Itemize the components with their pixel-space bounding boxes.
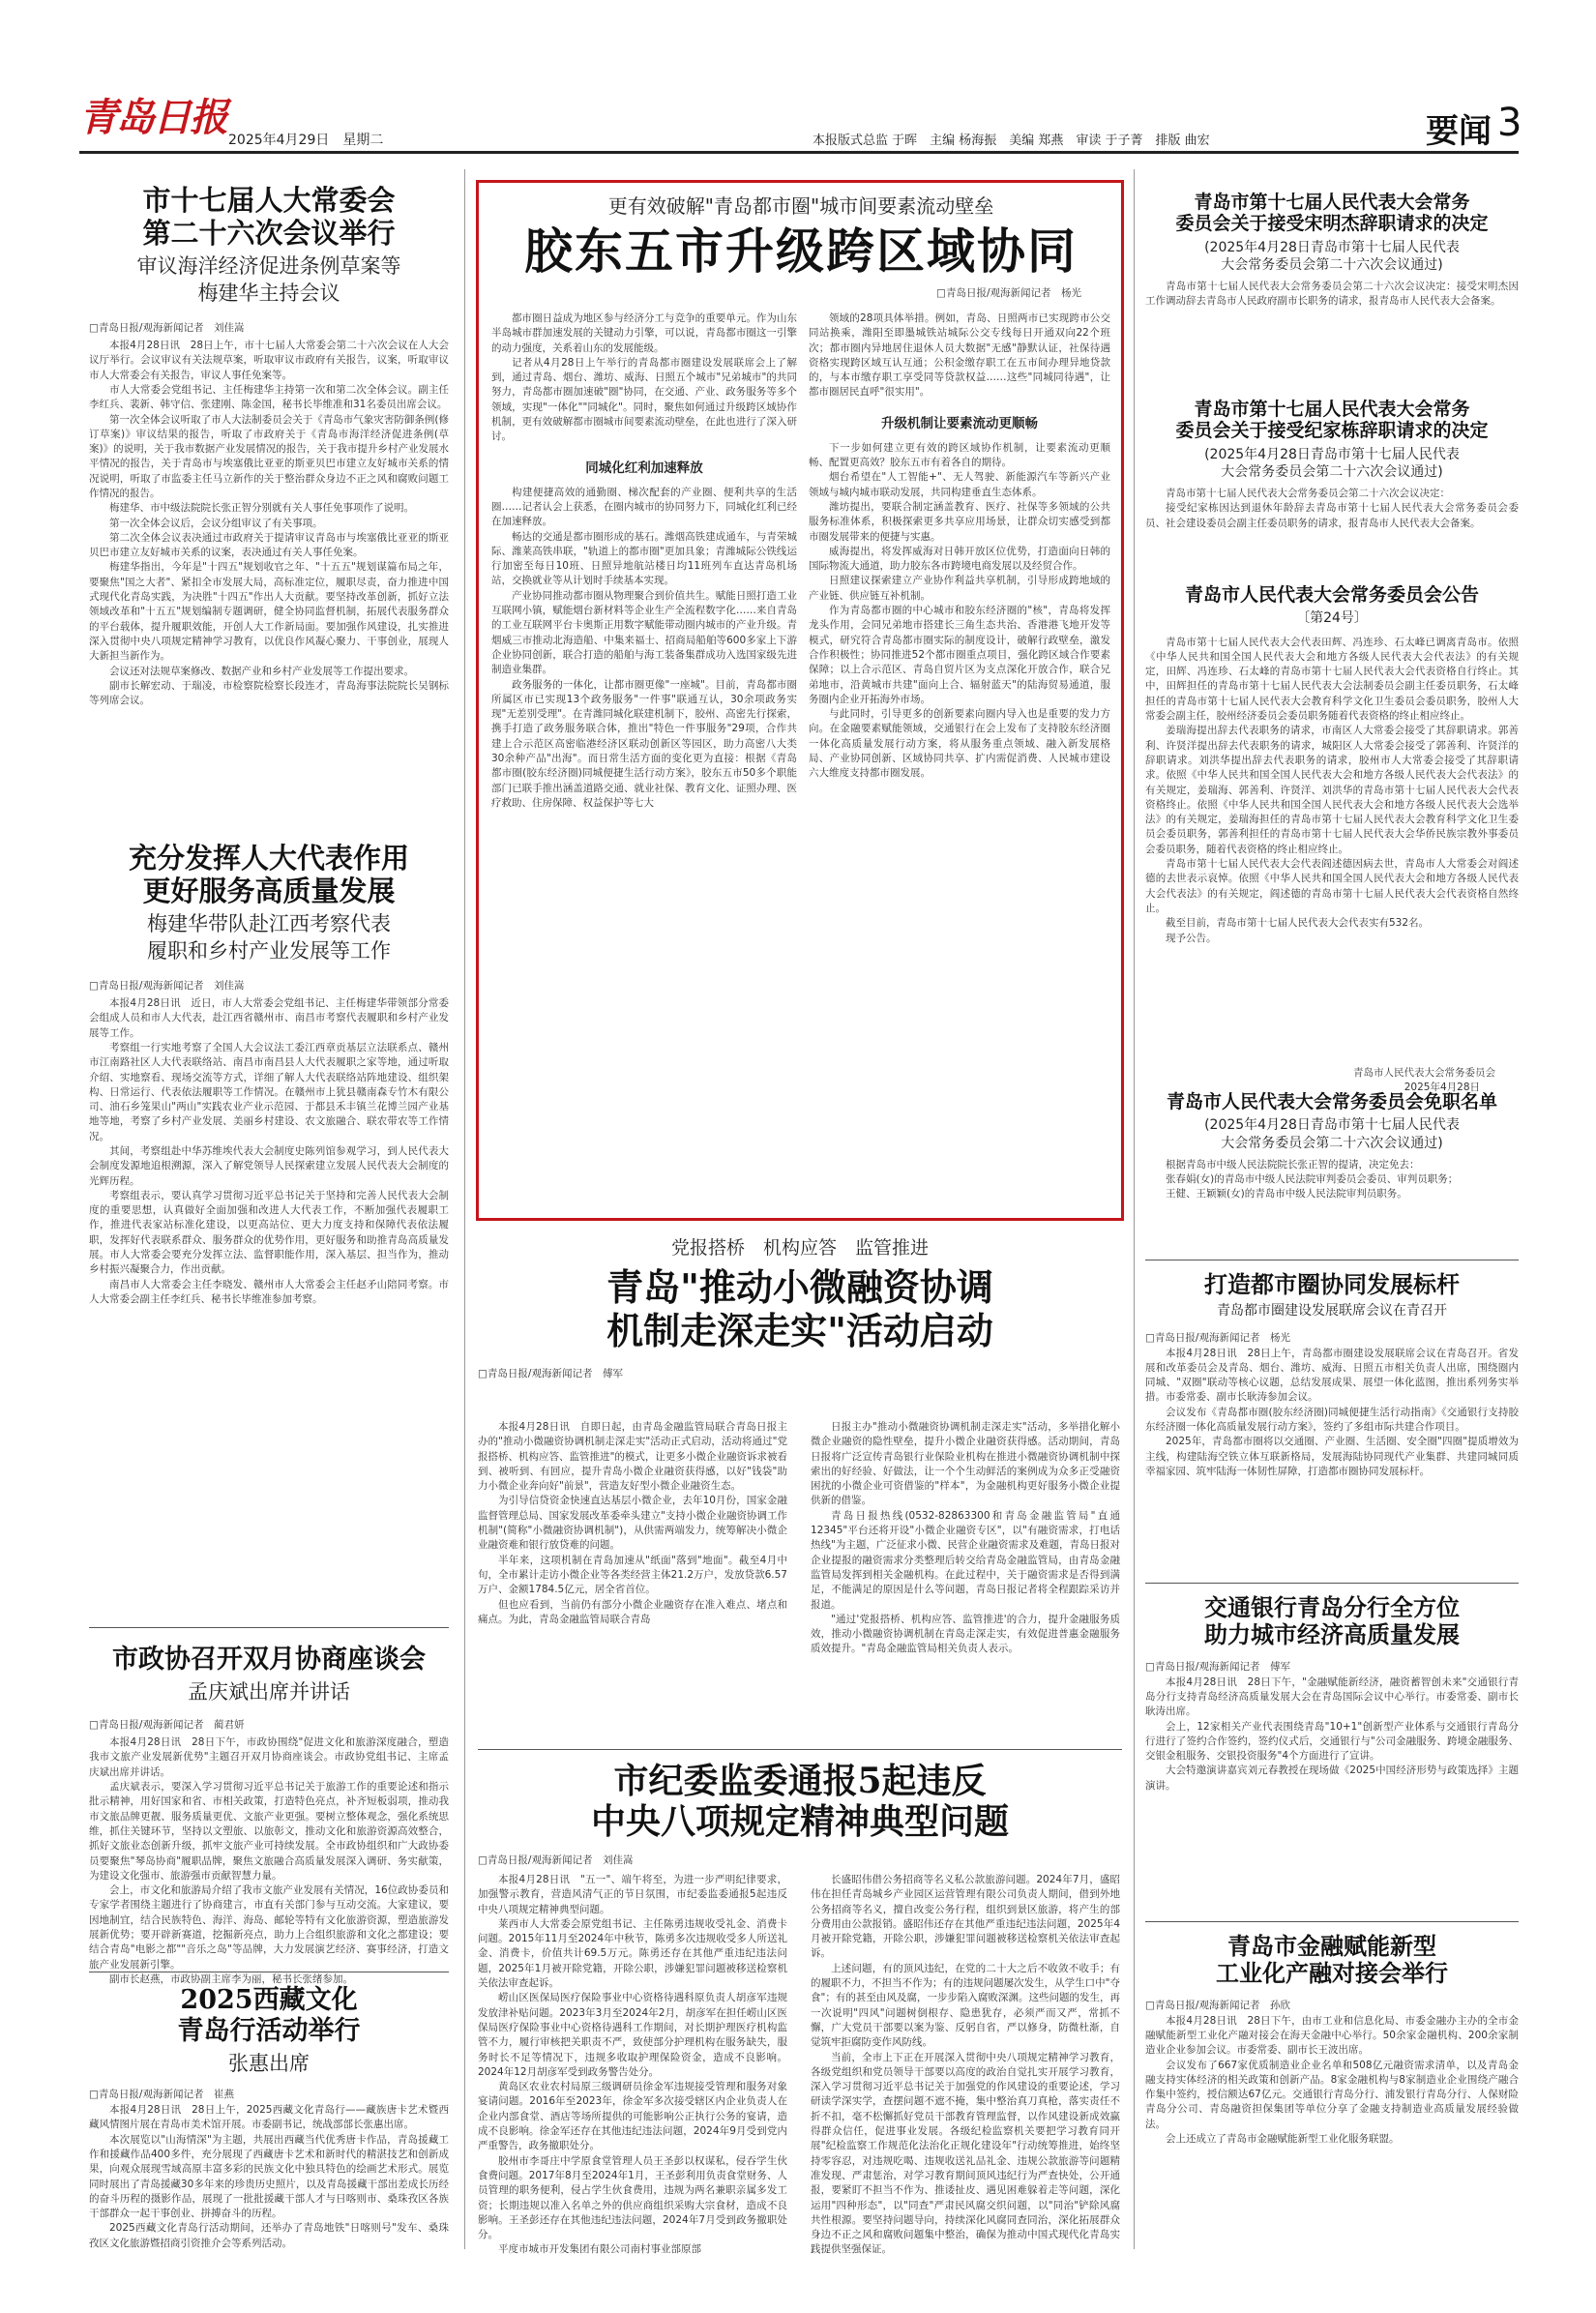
paragraph: 日报主办"推动小微融资协调机制走深走实"活动，多举措化解小微企业融资的隐性壁垒，提升小微企业融资获得感。活动期间，青岛日报将广泛宣传青岛银行业保险业机构在推进小微融资协调机制中探索出的好经验、好做法，让一个个生动鲜活的案例成为众多正受融资困扰的小微企业可资借鉴的"样本"，为金融机构更好服务小微企业提供新的借鉴。 bbox=[811, 1421, 1120, 1507]
paragraph: 副市长解宏动、于瑞凌，市检察院检察长段连才，青岛海事法院院长吴钢标等列席会议。 bbox=[89, 679, 449, 707]
article-body bbox=[1145, 1675, 1519, 1869]
lead-body bbox=[491, 486, 797, 1105]
paragraph: 本报4月28日讯 28日上午，青岛都市圈建设发展联席会议在青岛召开。省发展和改革委员会及青岛、烟台、潍坊、威海、日照五市相关负责人出席，围绕圈内同城、"双圈"联动等核心议题，总结发展成果、展望一体化蓝图，推出系列务实举措。市委常委、副市长耿涛参加会议。 bbox=[1145, 1347, 1519, 1404]
notice-subtitle: (2025年4月28日青岛市第十七届人民代表 大会常务委员会第二十六次会议通过) bbox=[1204, 446, 1460, 480]
paragraph: 本报4月28日讯 28日上午，市十七届人大常委会第二十六次会议在人大会议厅举行。会议审议有关法规草案，听取审议市政府有关报告，议案，听取审议市人大常委会有关报告，审议人事任免案等。 bbox=[89, 340, 449, 381]
paragraph: 为引导信贷资金快速直达基层小微企业，去年10月份，国家金融监督管理总局、国家发展改革委牵头建立"支持小微企业融资协调工作机制"(简称"小微融资协调机制")，从供需两端发力，统筹解决小微企业融资难和银行放贷难的问题。 bbox=[478, 1495, 787, 1552]
lead-section-heading: 同城化红利加速释放 bbox=[585, 460, 703, 476]
paragraph: 梅建华、市中级法院院长张正智分别就有关人事任免事项作了说明。 bbox=[109, 502, 414, 515]
article-byline: □青岛日报/观海新闻记者 傅军 bbox=[1145, 1660, 1290, 1673]
lead-section-heading: 升级机制让要素流动更顺畅 bbox=[881, 415, 1038, 431]
section-name: 要闻 bbox=[1426, 112, 1492, 151]
notice-title: 青岛市第十七届人民代表大会常务 委员会关于接受宋明杰辞职请求的决定 bbox=[1175, 192, 1489, 235]
paragraph: 副市长赵燕，市政协副主席李为丽，秘书长张绪参加。 bbox=[109, 1972, 353, 1985]
paragraph: 本报4月28日讯 近日，市人大常委会党组书记、主任梅建华带领部分常委会组成人员和市人大代表，赴江西省赣州市、南昌市考察代表履职和乡村产业发展等工作。 bbox=[89, 997, 449, 1039]
lead-article bbox=[491, 193, 1110, 300]
paragraph: 根据青岛市中级人民法院院长张正智的提请，决定免去： bbox=[1166, 1158, 1420, 1171]
lead-column-2 bbox=[809, 311, 1110, 1176]
paragraph: 青岛市第十七届人民代表大会常务委员会第二十六次会议决定： bbox=[1166, 488, 1450, 500]
paragraph: 接受纪家栋因达到退休年龄辞去青岛市第十七届人民代表大会常务委员会委员、社会建设委员会副主任委员职务的请求，报青岛市人民代表大会备案。 bbox=[1145, 502, 1519, 529]
paragraph: 产业协同推动都市圈从物理聚合到价值共生。赋能日照打造工业互联网小镇，赋能烟台新材料等企业生产全流程数字化……来自青岛的工业互联网平台卡奥斯正用数字赋能带动圈内城市的产业升级。青烟威三市推动北海造船、中集来福士、招商局船舶等600多家上下游企业协同创新，联合打造的船舶与海工装备集群成功入选国家级先进制造业集群。 bbox=[491, 589, 797, 676]
lead-body bbox=[809, 441, 1110, 1176]
paragraph: 本报4月28日讯 28日下午，市政协围绕"促进文化和旅游深度融合，塑造我市文旅产业发展新优势"主题召开双月协商座谈会。市政协党组书记、主席孟庆斌出席并讲话。 bbox=[89, 1736, 449, 1778]
article-body bbox=[89, 996, 449, 1577]
page-number: 3 bbox=[1497, 101, 1522, 145]
lead-body bbox=[491, 311, 797, 445]
lead-body bbox=[809, 311, 1110, 400]
paragraph: 畅达的交通是都市圈形成的基石。潍烟高铁建成通车，与青荣城际、潍莱高铁串联，"轨道上的都市圈"更加具象；青潍城际公铁线运行加密至每日10班、日照异地航站楼日均11班列车直达青岛机场站，交换就业等从计划时手续基本实现。 bbox=[491, 530, 797, 587]
notice-title: 青岛市人民代表大会常务委员会免职名单 bbox=[1166, 1091, 1497, 1112]
separator bbox=[1145, 1921, 1519, 1922]
lead-byline: □青岛日报/观海新闻记者 杨光 bbox=[936, 287, 1081, 299]
article-body bbox=[811, 1420, 1120, 1737]
lead-kicker: 更有效破解"青岛都市圈"城市间要素流动壁垒 bbox=[607, 194, 994, 218]
article-byline: □青岛日报/观海新闻记者 杨光 bbox=[1145, 1331, 1290, 1344]
paragraph: 大会特邀演讲嘉宾刘元春教授在现场做《2025中国经济形势与政策选择》主题演讲。 bbox=[1145, 1764, 1519, 1792]
article-npc-deputies bbox=[89, 842, 449, 1577]
paragraph: 上述问题，有的顶风违纪，在党的二十大之后不收敛不收手；有的履职不力，不担当不作为；有的违规问题屡次发生，从学生口中"夺食"；有的甚至由风及腐，一步步陷入腐败深渊。这些问题的发生，再一次说明"四风"问题树倒根存、隐患犹存，必须严而又严，常抓不懈，广大党员干部要以案为鉴、反躬自省，严以修身，防微杜渐，自觉筑牢拒腐防变作风防线。 bbox=[811, 1962, 1120, 2049]
article-kicker: 党报搭桥 机构应答 监管推进 bbox=[670, 1237, 929, 1259]
separator bbox=[478, 1749, 1122, 1750]
paragraph: 2025年，青岛都市圈将以交通圈、产业圈、生活圈、安全圈"四圈"提质增效为主线，构建陆海空铁立体互联新格局，发展海陆协同现代产业集群、共建同城同质幸福家园、筑牢陆海一体韧性屏障，打造都市圈协同发展标杆。 bbox=[1145, 1436, 1519, 1477]
paragraph: 张春娟(女)的青岛市中级人民法院审判委员会委员、审判员职务； bbox=[1166, 1173, 1459, 1186]
paragraph: 记者从4月28日上午举行的青岛都市圈建设发展联席会上了解到，通过青岛、烟台、潍坊、威海、日照五个城市"兄弟城市"的共同努力，青岛都市圈加速破"圈"协同，在交通、产业、政务服务等多个领域，实现"一体化""同城化"。同时，聚焦如何通过升级跨区域协作机制，更有效破解都市圈城市间要素流动壁垒，在此也进行了深入研讨。 bbox=[491, 356, 797, 443]
paragraph: 本报4月28日讯 28日下午，由市工业和信息化局、市委金融办主办的全市金融赋能新型工业化产融对接会在海天金融中心举行。50余家金融机构、200余家制造业企业参加会议。市委常委、副市长王波出席。 bbox=[1145, 2014, 1519, 2057]
paragraph: 政务服务的一体化，让都市圈更像"一座城"。目前，青岛都市圈所属区市已实现13个政务服务"一件事"联通互认，30余项政务实现"无差别受理"。在青潍同城化联建机制下，胶州、高密先行探索，携手打造了政务服务联合体，推出"特色一件事服务"29项，合作共建上合示范区高密临港经济区联动创新区等园区，助力高密八大类30余种产品"出海"。而日常生活方面的变化更为直接：根据《青岛都市圈(胶东经济圈)同城便捷生活行动方案》，胶东五市50多个职能部门已联手推出涵盖道路交通、就业社保、教育文化、证照办理、医疗救助、住房保障、权益保护等七大 bbox=[491, 678, 797, 809]
paragraph: 考察组一行实地考察了全国人大会议法工委江西章贡基层立法联系点、赣州市江南路社区人大代表联络站、南昌市南昌县人大代表履职之家等地，通过听取介绍、实地察看、现场交流等方式，详细了解人大代表联络站阵地建设、组织架构、日常运行、代表依法履职等工作情况。在赣州市上犹县赣南森专竹木有限公司、油石乡笼果山"两山"实践农业产业示范园、于都县禾丰镇兰花博兰园产业基地等地，考察了乡村产业发展、美丽乡村建设、农文旅融合、联农带农等工作情况。 bbox=[89, 1041, 449, 1142]
article-title: 市十七届人大常委会 第二十六次会议举行 bbox=[142, 184, 396, 251]
masthead-date: 2025年4月29日 星期二 bbox=[228, 133, 384, 148]
paragraph: 孟庆斌表示，要深入学习贯彻习近平总书记关于旅游工作的重要论述和指示批示精神，用好国家和省、市相关政策，打造特色亮点，补齐短板弱项，推动我市文旅品牌更靓、服务质量更优、文旅产业更强。要树立整体观念，强化系统思维，抓住关键环节，坚持以文塑旅、以旅彰文，推动文化和旅游资源高效整合，抓好文旅业态创新升级，抓牢文旅产业可持续发展。全市政协组织和广大政协委员要聚焦"琴岛协商"履职品牌，聚焦文旅融合高质量发展深入调研、务实献策，为建设文化强市、旅游强市贡献智慧力量。 bbox=[89, 1781, 449, 1882]
paragraph: 青岛市第十七届人民代表大会代表阎述德因病去世，青岛市人大常委会对阎述德的去世表示哀悼。依照《中华人民共和国全国人民代表大会和地方各级人民代表大会代表法》的有关规定，阎述德的青岛市第十七届人民代表大会代表资格自然终止。 bbox=[1145, 858, 1519, 914]
notice-body bbox=[1145, 636, 1519, 1066]
notice-body bbox=[1145, 487, 1519, 531]
article-discipline bbox=[478, 1761, 1122, 1867]
notice-subtitle: (2025年4月28日青岛市第十七届人民代表 大会常务委员会第二十六次会议通过) bbox=[1204, 239, 1460, 273]
paragraph: 考察组表示，要认真学习贯彻习近平总书记关于坚持和完善人民代表大会制度的重要思想，认真做好全面加强和改进人大代表工作，不断加强代表履职工作，推进代表家站标准化建设，以更高站位、更大力度支持和保障代表依法履职，发挥好代表联系群众、服务群众的优势作用，更好服务和助推青岛高质量发展。市人大常委会要充分发挥立法、监督职能作用，深入基层、担当作为，推动乡村振兴凝聚合力，作出贡献。 bbox=[89, 1189, 449, 1276]
article-finance-campaign bbox=[478, 1236, 1122, 1380]
article-byline: □青岛日报/观海新闻记者 蔺君妍 bbox=[89, 1719, 245, 1732]
article-subtitle: 梅建华带队赴江西考察代表 履职和乡村产业发展等工作 bbox=[147, 912, 391, 963]
article-bocom bbox=[1145, 1594, 1519, 1869]
paragraph: 烟台希望在"人工智能+"、无人驾驶、新能源汽车等新兴产业领域与城内城市联动发展，共同构建垂直生态体系。 bbox=[809, 471, 1110, 498]
paragraph: 都市圈日益成为地区参与经济分工与竞争的重要单元。作为山东半岛城市群加速发展的关键动力引擎，可以说，青岛都市圈这一引擎的动力强度，关系着山东的发展能级。 bbox=[491, 312, 797, 354]
paragraph: 会上，12家相关产业代表围绕青岛"10+1"创新型产业体系与交通银行青岛分行进行了签约合作签约，签约仪式后，交通银行与"公司金融服务、跨境金融服务、交银金租服务、交银投资服务"4个方面进行了宣讲。 bbox=[1145, 1720, 1519, 1763]
paragraph: 姜瑞海提出辞去代表职务的请求，市南区人大常委会接受了其辞职请求。郭善利、许贤洋提出辞去代表职务的请求，城阳区人大常委会接受了郭善利、许贤洋的辞职请求。刘洪华提出辞去代表职务的请求，胶州市人大常委会接受了其辞职请求。依照《中华人民共和国全国人民代表大会和地方各级人民代表大会代表法》的有关规定，姜瑞海、郭善利、许贤洋、刘洪华的青岛市第十七届人民代表大会代表资格终止。依照《中华人民共和国全国人民代表大会和地方各级人民代表大会选举法》的有关规定，姜瑞海担任的青岛市第十七届人民代表大会教育科学文化卫生委员会委员职务，郭善利担任的青岛市第十七届人民代表大会华侨民族宗教外事委员会委员职务，随着代表资格的终止相应终止。 bbox=[1145, 725, 1519, 855]
article-title: 2025西藏文化 青岛行活动举行 bbox=[177, 1985, 361, 2046]
paragraph: 会议还对法规草案修改、数据产业和乡村产业发展等工作提出要求。 bbox=[109, 665, 414, 677]
paragraph: 本报4月28日讯 自即日起，由青岛金融监管局联合青岛日报主办的"推动小微融资协调机制走深走实"活动正式启动，活动将通过"党报搭桥、机构应答、监管推进"的模式，让更多小微企业融资诉求被看到、被听到、有回应，提升青岛小微企业融资获得感，以好"钱袋"助力小微企业奔向好"前景"，营造友好型小微企业融资生态。 bbox=[478, 1421, 787, 1493]
paragraph: 王健、王颖颖(女)的青岛市中级人民法院审判员职务。 bbox=[1166, 1188, 1407, 1201]
paragraph: 日照建议探索建立产业协作利益共享机制，引导形成跨地域的产业链、供应链互补机制。 bbox=[809, 575, 1110, 602]
article-subtitle: 青岛都市圈建设发展联席会议在青召开 bbox=[1217, 1303, 1447, 1320]
paragraph: 胶州市李哥庄中学原食堂管理人员王圣彭以权谋私，侵吞学生伙食费问题。2017年8月至2024年1月，王圣彭利用负责食堂财务、人员管理的职务便利，侵占学生伙食费用，违规为两名兼职亲属多发工资；长期违规以准入名单之外的供应商组织采购大宗食材，造成不良影响。王圣彭还存在其他违纪违法问题，2024年7月受到政务撤职处分。 bbox=[478, 2154, 787, 2241]
paragraph: 莱西市人大常委会原党组书记、主任陈勇违规收受礼金、消费卡问题。2015年11月至2024年中秋节，陈勇多次违规收受多人所送礼金、消费卡，价值共计69.5万元。陈勇还存在其他严重违纪违法问题，2025年1月被开除党籍，开除公职，涉嫌犯罪问题被移送检察机关依法审查起诉。 bbox=[478, 1917, 787, 1990]
article-title: 打造都市圈协同发展标杆 bbox=[1204, 1270, 1460, 1298]
notice-announcement bbox=[1145, 584, 1519, 1095]
article-title: 交通银行青岛分行全方位 助力城市经济高质量发展 bbox=[1204, 1593, 1460, 1649]
article-subtitle: 张惠出席 bbox=[228, 2051, 310, 2075]
notice-title: 青岛市人民代表大会常务委员会公告 bbox=[1184, 584, 1479, 606]
notice-title: 青岛市第十七届人民代表大会常务 委员会关于接受纪家栋辞职请求的决定 bbox=[1175, 399, 1489, 442]
paragraph: 威海提出，将发挥威海对日韩开放区位优势，打造面向日韩的国际物流大通道，助力胶东各市跨境电商发展以及经贸合作。 bbox=[809, 545, 1110, 573]
paragraph: 青岛日报热线(0532-82863300和青岛金融监管局"直通12345"平台还将开设"小微企业融资专区"，以"有融资需求，打电话热线"为主题，广泛征求小微、民营企业融资需求及难题，青岛日报对企业提报的融资需求分类整理后转交给青岛金融监管局，由青岛金融监管局发挥到相关金融机构。在此过程中，关于融资需求是否得到满足，不能满足的原因是什么等问题，青岛日报记者将全程跟踪采访并报道。 bbox=[811, 1509, 1120, 1611]
column-divider-left bbox=[464, 169, 465, 2249]
article-byline: □青岛日报/观海新闻记者 刘佳嵩 bbox=[89, 980, 245, 993]
paragraph: 当前，全市上下正在开展深入贯彻中央八项规定精神学习教育，各级党组织和党员领导干部要以高度的政治自觉扎实开展学习教育，深入学习贯彻习近平总书记关于加强党的作风建设的重要论述，学习研读学深实学，查摆问题不遮不掩，集中整治真刀真枪，落实责任不折不扣，毫不松懈抓好党员干部教育管理监督，以作风建设新成效赢得群众信任，促进事业发展。各级纪检监察机关要把学习教育同开展"纪检监察工作规范化法治化正规化建设年"行动统筹推进，始终坚持零容忍，对违规吃喝、违规收送礼品礼金、违规公款旅游等问题精准发现、严肃惩治，对学习教育期间顶风违纪行为严查快处，公开通报，要紧盯不担当不作为、推诿扯皮、遇见困难躲着走等问题，深化运用"四种形态"，以"同查"严肃民风腐交织问题，以"同治"铲除风腐共性根源。要坚持问题导向，持续深化风腐同查同治，深化拓展群众身边不正之风和腐败问题集中整治，确保为推动中国式现代化青岛实践提供坚强保证。 bbox=[811, 2051, 1120, 2256]
article-subtitle: 孟庆斌出席并讲话 bbox=[188, 1679, 350, 1704]
notice-subtitle: (2025年4月28日青岛市第十七届人民代表 大会常务委员会第二十六次会议通过) bbox=[1204, 1117, 1460, 1151]
paragraph: 与此同时，引导更多的创新要素向圈内导入也是重要的发力方向。在金融要素赋能领域，交通银行在会上发布了支持胶东经济圈一体化高质量发展行动方案，将从服务重点领域、融入新发展格局、产业协同创新、区域协同共享、扩内需促消费、人民城市建设六大维度支持都市圈发展。 bbox=[809, 708, 1110, 780]
paragraph: 黄岛区农业农村局原三级调研员徐金军违规接受管理和服务对象宴请问题。2016年至2023年，徐金军多次接受辖区内企业负责人在企业内部食堂、酒店等场所提供的可能影响公正执行公务的宴请，造成不良影响。徐金军还存在其他违纪违法问题，2024年9月受到党内严重警告，政务撤职处分。 bbox=[478, 2081, 787, 2152]
paragraph: 崂山区医保局医疗保险事业中心资格待遇科原负责人胡彦军违规发放津补贴问题。2023年3月至2024年2月，胡彦军在担任崂山区医保局医疗保险事业中心资格待遇科工作期间，对长期护理医疗机构监管不力，履行审核把关职责不严，致使部分护理机构在服务缺失，服务时长不足等情况下，违规多收取护理保险资金，造成不良影响。2024年12月胡彦军受到政务警告处分。 bbox=[478, 1992, 787, 2078]
masthead-editors: 本报版式总监 于晖 主编 杨海振 美编 郑燕 审读 于子菁 排版 曲宏 bbox=[813, 133, 1210, 148]
paragraph: 会上还成立了青岛市金融赋能新型工业化服务联盟。 bbox=[1166, 2133, 1400, 2145]
article-byline: □青岛日报/观海新闻记者 傅军 bbox=[478, 1368, 623, 1380]
paragraph: 青岛市第十七届人民代表大会代表田辉、冯连珍、石太峰已调离青岛市。依照《中华人民共和国全国人民代表大会和地方各级人民代表大会代表法》的有关规定，田辉、冯连珍、石太峰的青岛市第十七届人民代表大会代表资格自行终止。其中，田辉担任的青岛市第十七届人民代表大会法制委员会副主任委员职务，石太峰担任的青岛市第十七届人民代表大会教育科学文化卫生委员会委员职务，胶州人大常委会副主任，胶州经济委员会委员职务随着代表资格的终止相应终止。 bbox=[1145, 636, 1519, 723]
article-body bbox=[89, 2103, 449, 2282]
article-metro-circle bbox=[1145, 1271, 1519, 1569]
paragraph: 下一步如何建立更有效的跨区域协作机制，让要素流动更顺畅、配置更高效？胶东五市有着各自的期待。 bbox=[809, 441, 1110, 469]
article-byline: □青岛日报/观海新闻记者 崔燕 bbox=[89, 2089, 234, 2101]
separator bbox=[1145, 1583, 1519, 1584]
paragraph: 潍坊提出，要联合制定涵盖教育、医疗、社保等多领域的公共服务标准体系，积极探索更多共享应用场景，让群众切实感受到都市圈发展带来的便捷与实惠。 bbox=[809, 500, 1110, 543]
paragraph: 梅建华指出，今年是"十四五"规划收官之年、"十五五"规划谋篇布局之年，要聚焦"国之大者"、紧扣全市发展大局，高标准定位，履职尽责，奋力推进中国式现代化青岛实践，为决胜"十四五"作出人大贡献。要坚持改革创新，抓好立法领域改革和"十五五"规划编制专题调研，健全协同监督机制，拓展代表服务群众的平台载体，提升履职效能，开创人大工作新局面。要加强作风建设，扎实推进深入贯彻中央八项规定精神学习教育，以优良作风凝心聚力、干事创业，展现人大新担当新作为。 bbox=[89, 561, 449, 663]
paragraph: 青岛市第十七届人民代表大会常务委员会第二十六次会议决定：接受宋明杰因工作调动辞去青岛市人民政府副市长职务的请求，报青岛市人民代表大会备案。 bbox=[1145, 281, 1519, 308]
paragraph: 南昌市人大常委会主任李晓发、赣州市人大常委会主任赵矛山陪同考察。市人大常委会副主任李红兵、秘书长毕维准参加考察。 bbox=[89, 1278, 449, 1305]
paragraph: 本报4月28日讯 "五一"、端午将至，为进一步严明纪律要求，加强警示教育，营造风清气正的节日氛围，市纪委监委通报5起违反中央八项规定精神典型问题。 bbox=[478, 1874, 787, 1915]
article-tibet bbox=[89, 1985, 449, 2282]
notice-resignation-ji bbox=[1145, 399, 1519, 531]
paragraph: 第一次全体会议后，会议分组审议了有关事项。 bbox=[109, 517, 323, 529]
article-title: 青岛"推动小微融资协调 机制走深走实"活动启动 bbox=[606, 1264, 993, 1352]
paragraph: 会议发布了667家优质制造业企业名单和508亿元融资需求清单，以及青岛金融支持实体经济的相关政策和创新产品。8家金融机构与8家制造业企业围绕产融合作集中签约，授信额达67亿元。交通银行青岛分行、浦发银行青岛分行、人保财险青岛分公司、青岛融资担保集团等单位分享了金融支持制造业高质量发展经验做法。 bbox=[1145, 2059, 1519, 2130]
article-body bbox=[89, 339, 449, 900]
paragraph: 现予公告。 bbox=[1166, 932, 1217, 944]
paragraph: 本次展览以"山海情深"为主题，共展出西藏当代优秀唐卡作品，青岛援藏工作和援藏作品400多件，充分展现了西藏唐卡艺术和新时代的精湛技艺和创新成果，向观众展现雪域高原丰富多彩的民族文化中独具特色的绘画艺术形式。展览同时展出了青岛援藏30多年来的珍贵历史照片，以及青岛援藏干部出差成长历经的奋斗历程的摄影作品，展现了一批批援藏干部人才与日喀则市、桑珠孜区各族干部群众一起干事创业、拼搏奋斗的历程。 bbox=[89, 2133, 449, 2220]
article-body bbox=[811, 1873, 1120, 2260]
article-body bbox=[478, 1420, 787, 1737]
paragraph: 市人大常委会党组书记、主任梅建华主持第一次和第二次全体会议。副主任李红兵、裴新、韩守信、张建刚、陈金国，秘书长毕维准和31名委员出席会议。 bbox=[89, 383, 449, 411]
paragraph: 平度市城市开发集团有限公司南村事业部原部 bbox=[498, 2243, 701, 2256]
paragraph: "通过'党报搭桥、机构应答、监管推进'的合力，提升金融服务质效，推动小微融资协调机制在青岛走深走实，有效促进普惠金融服务质效提升。"青岛金融监管局相关负责人表示。 bbox=[811, 1613, 1120, 1655]
article-byline: □青岛日报/观海新闻记者 刘佳嵩 bbox=[478, 1853, 634, 1866]
paragraph: 其间，考察组赴中华苏维埃代表大会制度史陈列馆参观学习，到人民代表大会制度发源地追根溯源，深入了解党领导人民探索建立发展人民代表大会制度的光辉历程。 bbox=[89, 1145, 449, 1187]
article-npc-session bbox=[89, 184, 449, 900]
paragraph: 本报4月28日讯 28日下午，"金融赋能新经济，融资蓄智创未来"交通银行青岛分行支持青岛经济高质量发展大会在青岛国际会议中心举行。市委常委、副市长耿涛出席。 bbox=[1145, 1675, 1519, 1718]
masthead-rule bbox=[79, 151, 1519, 154]
notice-dismissal bbox=[1145, 1091, 1519, 1202]
paragraph: 领域的28项具体举措。例如，青岛、日照两市已实现跨市公交同站换乘，潍阳至即墨城铁站城际公交专线每日开通双向22个班次；都市圈内异地居住退休人员大数据"无感"静默认证，社保待遇资格实现跨区域互认互通；公积金缴存职工在五市间办理异地贷款的，与本市缴存职工享受同等贷款权益……这些"同城同待遇"，让都市圈居民直呼"很实用"。 bbox=[809, 312, 1110, 399]
article-title: 充分发挥人大代表作用 更好服务高质量发展 bbox=[128, 842, 409, 908]
lead-column-1 bbox=[491, 311, 797, 1105]
notice-subtitle: 〔第24号〕 bbox=[1296, 610, 1368, 627]
article-industry-finance bbox=[1145, 1933, 1519, 2246]
article-title: 市纪委监委通报5起违反 中央八项规定精神典型问题 bbox=[590, 1761, 1009, 1843]
paragraph: 第一次全体会议听取了市人大法制委员会关于《青岛市气象灾害防御条例(修订草案)》审议结果的报告，听取了市政府关于《青岛市海洋经济促进条例(草案)》的说明，关于我市数据产业发展情况的报告，关于我市提升乡村产业发展水平情况的报告，关于青岛市与埃塞俄比亚亚的斯亚贝巴市建立友好城市关系的情况说明，听取了市监委主任马立新作的关于整治群众身边不正之风和腐败问题工作情况的报告。 bbox=[89, 413, 449, 499]
paragraph: 会上，市文化和旅游局介绍了我市文旅产业发展有关情况，16位政协委员和专家学者围绕主题进行了协商建言，市直有关部门参与互动交流。大家建议，要因地制宜，结合民族特色、海洋、海岛、邮轮等特有文化旅游资源，塑造旅游发展新优势；要开辟新赛道，挖掘新亮点，助力上合组织旅游和文化之都建设；要结合青岛"电影之都""音乐之岛"等品牌，大力发展演艺经济、赛事经济，打造文旅产业发展新引擎。 bbox=[89, 1884, 449, 1971]
article-body bbox=[1145, 1347, 1519, 1569]
paragraph: 截至目前，青岛市第十七届人民代表大会代表实有532名。 bbox=[1166, 917, 1430, 930]
separator bbox=[89, 1627, 449, 1628]
notice-signature: 青岛市人民代表大会常务委员会 bbox=[1353, 1066, 1495, 1079]
notice-sign-date: 2025年4月28日 bbox=[1404, 1081, 1480, 1093]
notice-resignation-song bbox=[1145, 192, 1519, 310]
article-body bbox=[478, 1873, 787, 2260]
column-divider-right bbox=[1134, 169, 1135, 2249]
article-subtitle: 审议海洋经济促进条例草案等 梅建华主持会议 bbox=[136, 254, 401, 305]
paragraph: 会议发布《青岛都市圈(胶东经济圈)同城便捷生活行动指南》《交通银行支持胶东经济圈一体化高质量发展行动方案》，签约了多组市际共建合作项目。 bbox=[1145, 1406, 1519, 1433]
paragraph: 作为青岛都市圈的中心城市和胶东经济圈的"核"，青岛将发挥龙头作用，会同兄弟地市搭建长三角生态共治、香港港飞地开发等模式，研究符合青岛都市圈实际的制度设计，破解行政壁垒，激发合作积极性；协同推进52个都市圈重点项目，强化跨区域合作要素保障；以上合示范区、青岛自贸片区为支点深化开放合作，联合兄弟地市，沿黄城市共建"面向上合、辐射蓝天"的陆海贸易通道，服务圈内企业开拓海外市场。 bbox=[809, 605, 1110, 705]
notice-body bbox=[1145, 280, 1519, 310]
paragraph: 构建便捷高效的通勤圈、梯次配套的产业圈、便利共享的生活圈……记者认会上获悉，在圈内城市的协同努力下，同城化红利已经在加速释放。 bbox=[491, 486, 797, 528]
paragraph: 2025西藏文化青岛行活动期间，还举办了青岛地铁"日喀则号"发车、桑珠孜区文化旅游暨招商引资推介会等系列活动。 bbox=[89, 2222, 449, 2249]
paragraph: 长盛昭伟借公务招商等名义私公款旅游问题。2024年7月，盛昭伟在担任青岛城乡产业园区运营管理有限公司负责人期间，借到外地公务招商等名义，擅自改变公务行程，组织到景区旅游，将产生的部分费用由公款报销。盛昭伟还存在其他严重违纪违法问题，2025年4月被开除党籍，开除公职，涉嫌犯罪问题被移送检察机关依法审查起诉。 bbox=[811, 1874, 1120, 1960]
article-title: 市政协召开双月协商座谈会 bbox=[112, 1645, 426, 1675]
paragraph: 第二次全体会议表决通过市政府关于提请审议青岛市与埃塞俄比亚亚的斯亚贝巴市建立友好城市关系的议案，表决通过有关人事任免案。 bbox=[89, 531, 449, 559]
article-body bbox=[1145, 2014, 1519, 2246]
article-title: 青岛市金融赋能新型 工业化产融对接会举行 bbox=[1216, 1932, 1448, 1988]
notice-body bbox=[1145, 1158, 1519, 1202]
paragraph: 本报4月28日讯 28日上午，2025西藏文化青岛行——藏族唐卡艺术暨西藏风情图片展在青岛市美术馆开展。市委副书记，统战部部长张惠出席。 bbox=[89, 2104, 449, 2131]
masthead-logo: 青岛日报 bbox=[79, 95, 226, 140]
article-byline: □青岛日报/观海新闻记者 刘佳嵩 bbox=[89, 322, 245, 335]
paragraph: 但也应看到，当前仍有部分小微企业融资存在准入难点、堵点和痛点。为此，青岛金融监管局联合青岛 bbox=[478, 1598, 787, 1625]
paragraph: 半年来，这项机制在青岛加速从"纸面"落到"地面"。截至4月中旬，全市累计走访小微企业等各类经营主体21.2万户，发放贷款6.57万户、金额1784.5亿元，居全省首位。 bbox=[478, 1554, 787, 1596]
lead-title: 胶东五市升级跨区域协同 bbox=[524, 222, 1078, 280]
article-byline: □青岛日报/观海新闻记者 孙欣 bbox=[1145, 1999, 1290, 2011]
